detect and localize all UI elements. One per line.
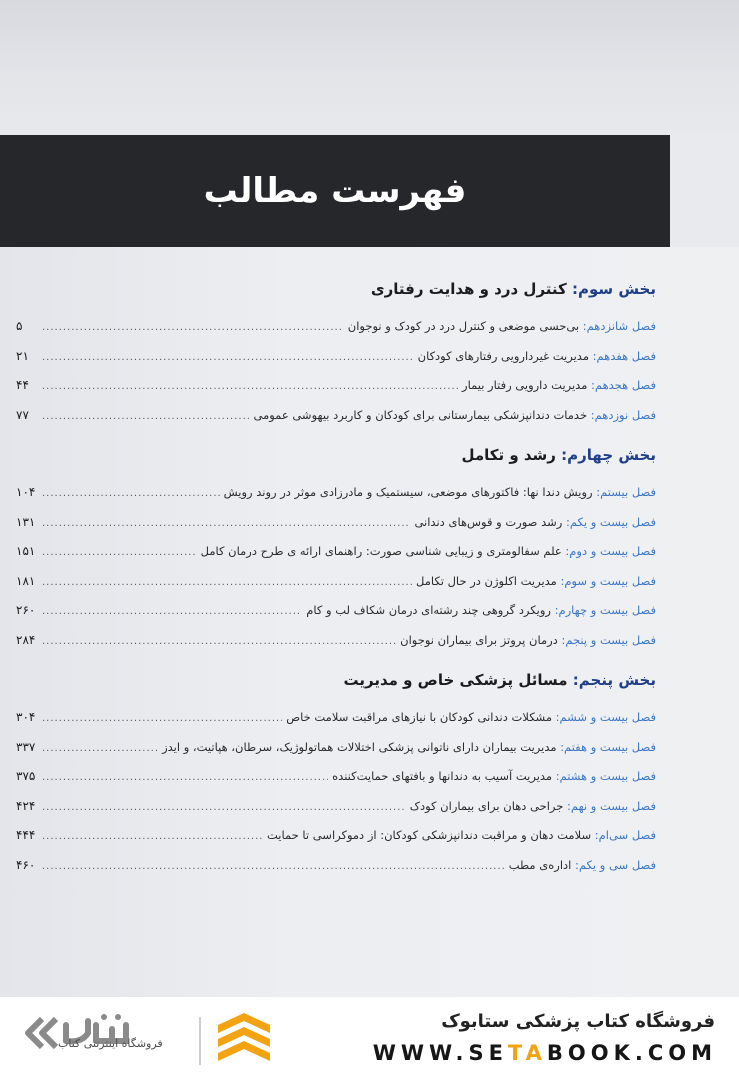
page-number: ۱۳۱ — [16, 514, 36, 529]
leader-dots — [42, 538, 197, 568]
chapter-title: مدیریت آسیب به دندانها و بافتهای حمایت‌کننده — [332, 769, 553, 783]
leader-dots — [42, 627, 396, 657]
page-number: ۷۷ — [16, 407, 29, 422]
leader-dots — [42, 597, 302, 627]
url-part-1: WWW.SE — [372, 1041, 508, 1065]
section-title: کنترل درد و هدایت رفتاری — [370, 280, 572, 298]
toc-entry — [16, 567, 656, 597]
leader-dots — [42, 343, 414, 373]
leader-dots — [42, 402, 250, 432]
chapter-number: فصل بیست و یکم: — [565, 514, 656, 529]
section-title: مسائل پزشکی خاص و مدیریت — [343, 671, 573, 689]
chapter-number: فصل بیست و ششم: — [555, 710, 656, 724]
toc-entry — [16, 371, 656, 401]
page-number: ۴۶۰ — [16, 857, 36, 872]
page-number: ۳۰۴ — [16, 710, 36, 724]
chapter-number: فصل بیست و دوم: — [565, 544, 656, 558]
chapter-number: فصل نوزدهم: — [590, 407, 656, 422]
chapter-title: رویکرد گروهی چند رشته‌ای درمان شکاف لب و کام — [306, 603, 551, 617]
leader-dots — [42, 568, 412, 598]
section-label: بخش سوم: — [571, 280, 656, 298]
page-number: ۲۶۰ — [16, 603, 36, 617]
chapter-list — [16, 478, 656, 655]
page-number: ۱۰۴ — [16, 485, 36, 499]
chapter-title: مدیریت اکلوژن در حال تکامل — [416, 573, 557, 588]
chapter-number: فصل بیست و چهارم: — [554, 603, 656, 617]
chapter-title: درمان پروتز برای بیماران نوجوان — [400, 632, 558, 647]
page-top-margin — [0, 0, 739, 135]
toc-entry — [16, 733, 656, 763]
url-part-3: BOOK.COM — [546, 1041, 717, 1065]
chapter-number: فصل بیست و هفتم: — [560, 739, 656, 754]
section-heading — [16, 440, 656, 470]
toc-entry — [16, 851, 656, 881]
leader-dots — [42, 822, 263, 852]
leader-dots — [42, 313, 344, 343]
toc-entry — [16, 762, 656, 792]
chapter-number: فصل سی و یکم: — [575, 857, 656, 872]
chapter-number: فصل بیست و پنجم: — [561, 632, 656, 647]
chapter-number: فصل هفدهم: — [592, 348, 656, 363]
section-heading — [16, 665, 656, 695]
leader-dots — [42, 793, 406, 823]
page-number: ۲۱ — [16, 348, 29, 363]
chapter-number: فصل بیست و نهم: — [567, 798, 656, 813]
chapter-title: علم سفالومتری و زیبایی شناسی صورت: راهنمای ارائه ی طرح درمان کامل — [200, 544, 562, 558]
toc-entry — [16, 537, 656, 567]
section-label: بخش پنجم: — [572, 671, 656, 689]
toc-entry — [16, 821, 656, 851]
toc-entry — [16, 478, 656, 508]
toc-entry — [16, 312, 656, 342]
toc-entry — [16, 792, 656, 822]
chapter-title: مدیریت دارویی رفتار بیمار — [462, 378, 588, 392]
toc-entry — [16, 703, 656, 733]
leader-dots — [42, 509, 410, 539]
leader-dots — [42, 763, 328, 793]
page-number: ۱۸۱ — [16, 573, 36, 588]
toc-entry — [16, 508, 656, 538]
table-of-contents — [16, 262, 656, 880]
page-number: ۳۳۷ — [16, 739, 36, 754]
chapter-title: مدیریت بیماران دارای ناتوانی پزشکی اختلالات هماتولوژیک، سرطان، هپاتیت، و ایدز — [162, 739, 557, 754]
toc-entry — [16, 596, 656, 626]
page-number: ۱۵۱ — [16, 544, 36, 558]
chapter-number: فصل هجدهم: — [591, 378, 656, 392]
chapter-title: مشکلات دندانی کودکان با نیازهای مراقبت سلامت خاص — [286, 710, 552, 724]
chapter-list — [16, 703, 656, 880]
store-url[interactable] — [373, 1041, 717, 1065]
chapter-title: اداره‌ی مطب — [508, 857, 572, 872]
leader-dots — [42, 372, 458, 402]
chapter-title: خدمات دندانپزشکی بیمارستانی برای کودکان و کاربرد بیهوشی عمومی — [253, 407, 588, 422]
header-banner — [0, 135, 670, 247]
section-label: بخش چهارم: — [561, 446, 656, 464]
chapter-number: فصل بیست و هشتم: — [555, 769, 656, 783]
page-number: ۲۸۴ — [16, 632, 36, 647]
chapter-title: بی‌حسی موضعی و کنترل درد در کودک و نوجوان — [347, 319, 580, 333]
footer — [0, 997, 739, 1080]
toc-entry — [16, 401, 656, 431]
leader-dots — [42, 734, 158, 764]
page-number: ۴۲۴ — [16, 798, 36, 813]
leader-dots — [42, 852, 505, 882]
chapter-number: فصل بیست و سوم: — [560, 573, 656, 588]
chapter-title: رویش دندا نها: فاکتورهای موضعی، سیستمیک و مادرزادی موثر در روند رویش — [223, 485, 593, 499]
section-heading — [16, 274, 656, 304]
chapter-title: سلامت دهان و مراقبت دندانپزشکی کودکان: از دموکراسی تا حمایت — [266, 828, 592, 842]
toc-entry — [16, 626, 656, 656]
toc-entry — [16, 342, 656, 372]
chapter-number: فصل بیستم: — [596, 485, 656, 499]
leader-dots — [42, 704, 282, 734]
chapter-list — [16, 312, 656, 430]
chapter-title: مدیریت غیردارویی رفتارهای کودکان — [417, 348, 589, 363]
page-number: ۴۴ — [16, 378, 29, 392]
store-name: فروشگاه کتاب پزشکی ستابوک — [441, 1011, 715, 1032]
page-number: ۵ — [16, 319, 23, 333]
leader-dots — [42, 479, 220, 509]
page-title: فهرست مطالب — [203, 171, 467, 211]
logo-subtitle: فروشگاه اینترنتی کتاب — [58, 1037, 163, 1050]
page-number: ۳۷۵ — [16, 769, 36, 783]
page-number: ۴۴۴ — [16, 828, 36, 842]
url-part-accent: TA — [507, 1041, 547, 1065]
chapter-title: جراحی دهان برای بیماران کودک — [409, 798, 564, 813]
chapter-number: فصل شانزدهم: — [582, 319, 656, 333]
section-title: رشد و تکامل — [461, 446, 562, 464]
chapter-number: فصل سی‌ام: — [594, 828, 656, 842]
chapter-title: رشد صورت و قوس‌های دندانی — [414, 514, 563, 529]
